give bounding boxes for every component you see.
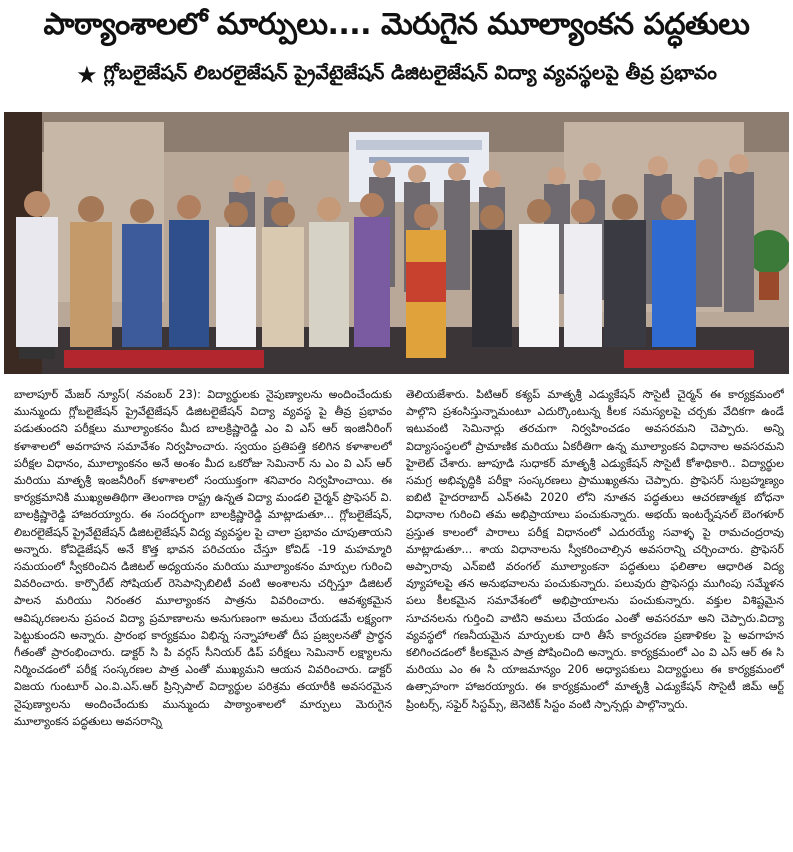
subheadline-row xyxy=(0,56,793,94)
article-body xyxy=(14,386,784,806)
star-icon: ★ xyxy=(76,61,98,89)
column-left xyxy=(14,386,392,806)
column-left-text: బాలాపూర్ మేజర్ న్యూస్( నవంబర్ 23): విద్యార్థులకు నైపుణ్యాలను అందించేందుకు మున్ముందు గ్లోబలైజేషన్ ప్రైవేటైజేషన్ డిజిటలైజేషన్ విద్యా వ్యవస్థ పై తీవ్ర ప్రభావం పడుతుందని పరీక్షలు మూల్యాంకనం మీద బాలక్రిష్ణారెడ్డి ఎం వి ఎస్ ఆర్ ఇంజినీరింగ్ కళాశాలలో అవగాహన సమావేశం నిర్వహించారు. స్వయం ప్రతిపత్తి కలిగిన కళాశాలలో పరీక్షల విధానం, మూల్యాంకనం అనే అంశం మీద ఒకరోజు సెమినార్ ను ఎం వి ఎస్ ఆర్ మరియు మాతృశ్రీ ఇంజనీరింగ్ కళాశాలలో సంయుక్తంగా శనివారం నిర్వహించాయి. ఈ కార్యక్రమానికి ముఖ్యఅతిథిగా తెలంగాణ రాష్ట్ర ఉన్నత విద్యా మండలి చైర్మన్ ప్రొఫెసర్ వి. బాలక్రిష్ణారెడ్డి హాజరయ్యారు. ఈ సందర్భంగా బాలక్రిష్ణారెడ్డి మాట్లాడుతూ... గ్లోబలైజేషన్, లిబరలైజేషన్ ప్రైవేటైజేషన్ డిజిటలైజేషన్ విద్య వ్యవస్థల పై చాలా ప్రభావం చూపుతాయని అన్నారు. కోవిడైజేషన్ అనే కొత్త భావన పరిచయం చేస్తూ కోవిడ్ -19 మహమ్మారి సమయంలో స్వీకరించిన డిజిటల్ అధ్యయనం మరియు మూల్యాంకనం మార్పుల గురించి వివరించారు. కార్పొరేట్ సోషియల్ రెసెపాన్సిబిలిటీ వంటి అంశాలను చర్చిస్తూ డిజిటల్ పాలన మరియు నిరంతర మూల్యాంకన పాత్రను వివరించారు. ఆవశ్యకమైన ఆవిష్కరణలను ప్రపంచ విద్యా ప్రమాణాలను అనుగుణంగా అమలు చేయడమే లక్ష్యంగా పెట్టుకుందని అన్నారు. ప్రారంభ కార్యక్రమం విభిన్న సన్నాహాలతో దీప ప్రజ్వలనతో ప్రార్థన గీతంతో ప్రారంభించారు. డాక్టర్ సి పి వర్గస్ సీనియర్ డిప్ పరీక్షలు సెమినార్ లక్ష్యాలను నిర్మించడంలో పరీక్ష సంస్కరణల పాత్ర ఎంతో ముఖ్యమని ఆయన వివరించారు. డాక్టర్ విజయ గుంటూర్ ఎం.వి.ఎస్.ఆర్ ప్రిన్సిపాల్ విద్యార్థుల పరిశ్రమ తయారీకి అవసరమైన నైపుణ్యాలను అందించేందుకు మున్ముందు పాఠ్యాంశాలలో మార్పులు మెరుగైన మూల్యాంకన పద్ధతులు అవసరాన్ని xyxy=(14,388,392,728)
column-right xyxy=(406,386,784,806)
column-right-text: తెలియజేశారు. పిటిఆర్ కశ్యప్ మాతృశ్రీ ఎడ్యుకేషన్ సొసైటీ చైర్మన్ ఈ కార్యక్రమంలో పాల్గొని ప్రశంసిస్తున్నామంటూ ఎదుర్కొంటున్న కీలక సమస్యలపై చర్చకు వేదికగా ఉండే ఇటువంటి సెమినార్లు తరచుగా నిర్వహించడం అవసరమని చెప్పారు. అన్ని విద్యాసంస్థలలో ప్రామాణిక మరియు ఏకరీతిగా ఉన్న మూల్యాంకన విధానాల అవసరమని హైలెట్ చేశారు. జూపూడి సుధాకర్ మాతృశ్రీ ఎడ్యుకేషన్ సొసైటీ కోశాధికారి.. విద్యార్థుల సమగ్ర అభివృద్ధికి పరీక్షా సంస్కరణలు ప్రాముఖ్యతను చెప్పారు. ప్రొఫెసర్ సుబ్రహ్మణ్యం ఐబిటి హైదరాబాద్ ఎన్ఈపి 2020 లోని నూతన పద్ధతులు ఆచరణాత్మక బోధనా విధానాల గురించి తమ అభిప్రాయాలు పంచుకున్నారు. అభయ్ ఇంటర్నేషనల్ బెంగళూర్ ప్రస్తుత కాలంలో పారాలు పరీక్ష విధానంలో ఎదురయ్యే సవాళ్ళ పై రామచంద్రరావు మాట్లాడుతూ... శాయ విధానాలను స్వీకరించాల్సిన అవసరాన్ని చర్చించారు. ప్రొఫెసర్ అప్పారావు ఎన్ఐటి వరంగల్ మూల్యాంకనా పద్ధతులు ఫలితాల ఆధారిత విద్య వ్యూహాలపై తన అనుభవాలను పంచుకున్నారు. పలువురు ప్రొఫెసర్లు ముగింపు సమ్మేళన పలు కీలకమైన సమావేశంలో అభిప్రాయాలను పంచుకున్నారు. వక్తుల విశిష్టమైన సూచనలను గుర్తించి వాటిని అమలు చేయడం ఎంతో అవసరమా అని చెప్పారు.విద్యా వ్యవస్థలో గణనీయమైన మార్పులకు దారి తీసే కార్యచరణ ప్రణాళికల పై అవగాహన కలిగించడంలో కీలకమైన పాత్ర పోషించింది అన్నారు. కార్యక్రమంలో ఎం వి ఎస్ ఆర్ ఈ సి మరియు ఎం ఈ సి యాజమాన్యం 206 అధ్యాపకులు విద్యార్థులు ఈ కార్యక్రమంలో ఉత్సాహంగా హాజరయ్యారు. ఈ కార్యక్రమంలో మాతృశ్రీ ఎడ్యుకేషన్ సొసైటీ జిమ్ ఆర్ట్ ప్రింటర్స్, సఫైర్ సిస్టమ్స్, జెనెటిక్ సిస్టం వంటి స్పాన్సర్లు పాల్గొన్నారు. xyxy=(406,388,784,711)
group-photo xyxy=(4,112,789,374)
headline: పాఠ్యాంశాలలో మార్పులు.... మెరుగైన మూల్యాంకన పద్ధతులు xyxy=(43,7,750,42)
subheadline: గ్లోబలైజేషన్ లిబరలైజేషన్ ప్రైవేటైజేషన్ డిజిటలైజేషన్ విద్యా వ్యవస్థలపై తీవ్ర ప్రభావం xyxy=(103,61,717,84)
